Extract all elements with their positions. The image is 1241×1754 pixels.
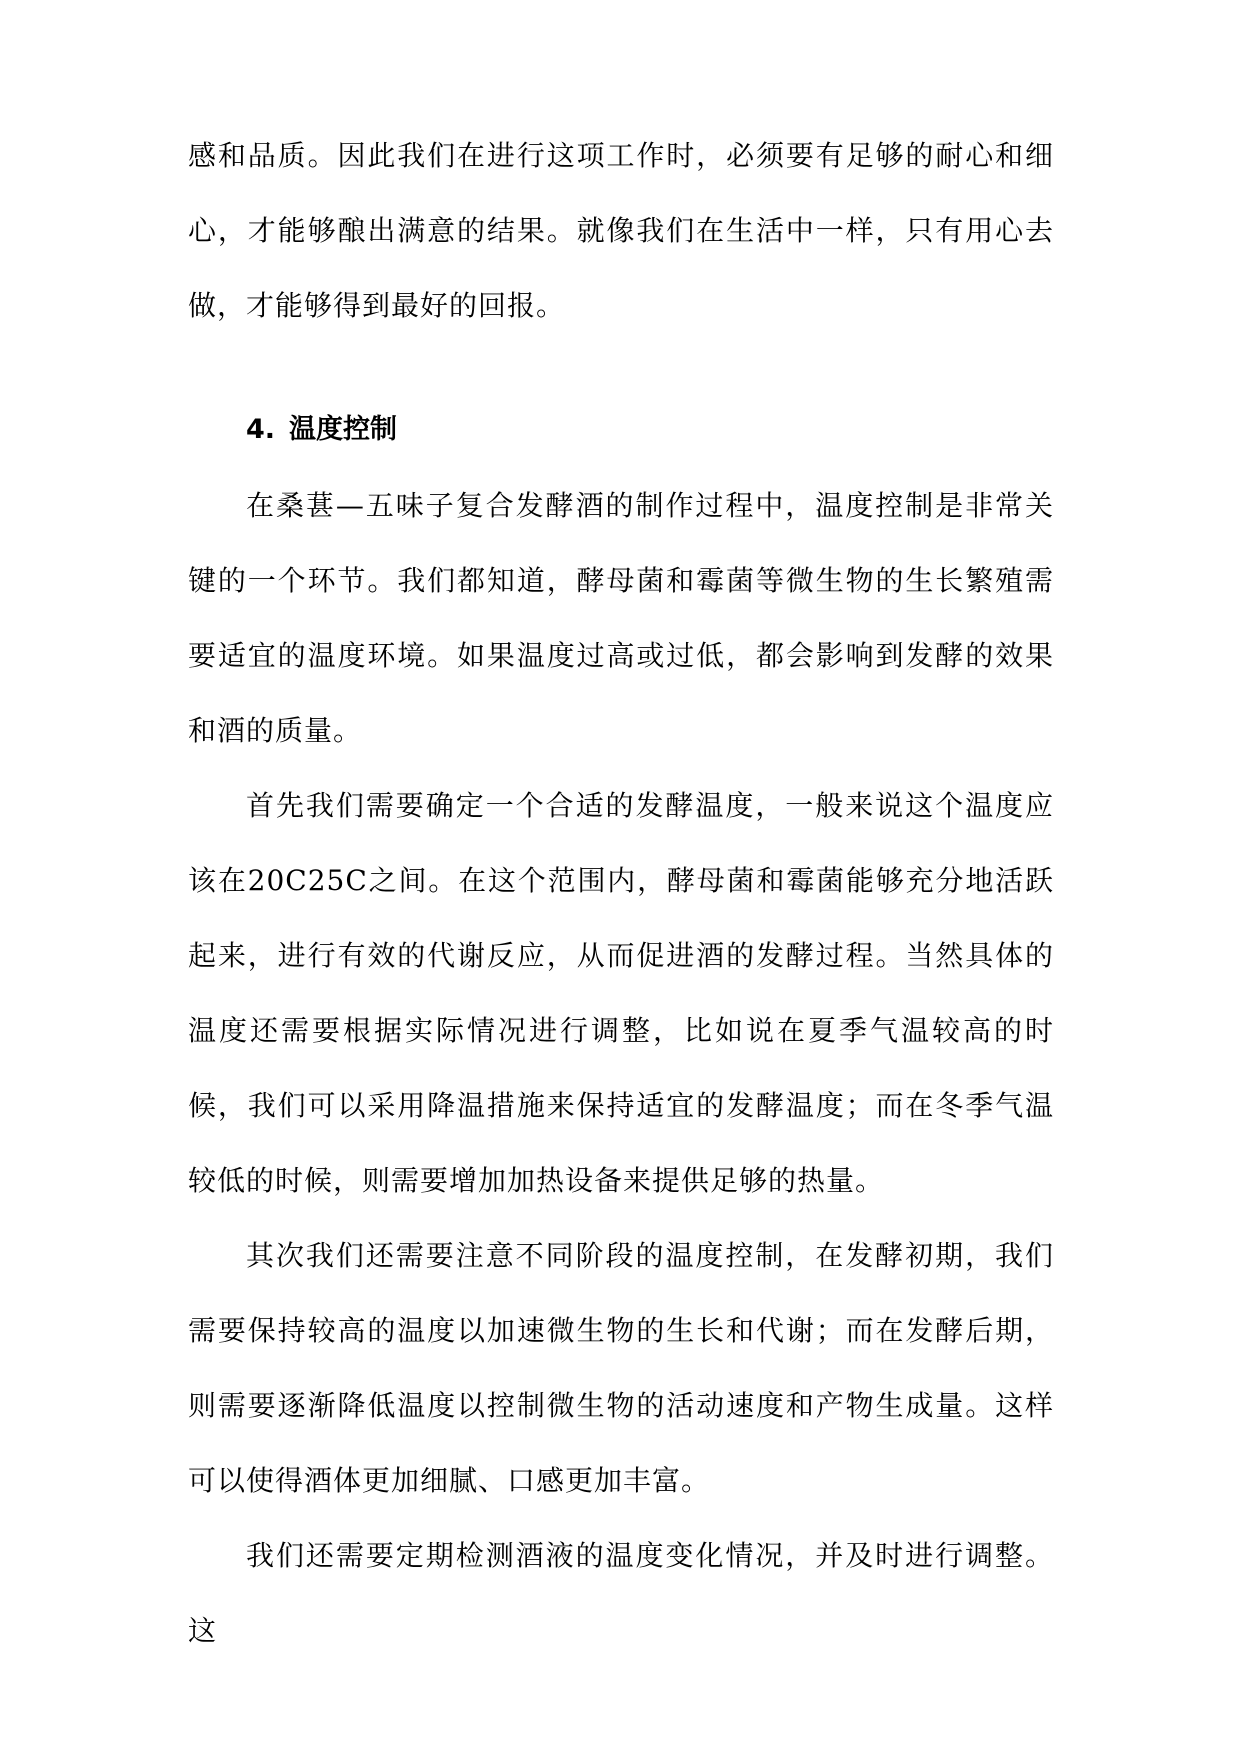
section-number: 4. — [246, 414, 276, 445]
paragraph-2: 首先我们需要确定一个合适的发酵温度，一般来说这个温度应该在20C25C之间。在这个范围内，酵母菌和霉菌能够充分地活跃起来，进行有效的代谢反应，从而促进酒的发酵过程。当然具体的温度还需要根据实际情况进行调整，比如说在夏季气温较高的时候，我们可以采用降温措施来保持适宜的发酵温度；而在冬季气温较低的时候，则需要增加加热设备来提供足够的热量。 — [188, 789, 1054, 1197]
paragraph-1: 在桑葚—五味子复合发酵酒的制作过程中，温度控制是非常关键的一个环节。我们都知道，酵母菌和霉菌等微生物的生长繁殖需要适宜的温度环境。如果温度过高或过低，都会影响到发酵的效果和酒的质量。 — [188, 489, 1054, 747]
paragraph-3: 其次我们还需要注意不同阶段的温度控制，在发酵初期，我们需要保持较高的温度以加速微生物的生长和代谢；而在发酵后期，则需要逐渐降低温度以控制微生物的活动速度和产物生成量。这样可以使得酒体更加细腻、口感更加丰富。 — [188, 1239, 1054, 1497]
section-heading — [246, 397, 397, 463]
continued-paragraph: 感和品质。因此我们在进行这项工作时，必须要有足够的耐心和细心，才能够酿出满意的结果。就像我们在生活中一样，只有用心去做，才能够得到最好的回报。 — [188, 139, 1054, 322]
paragraph-4: 我们还需要定期检测酒液的温度变化情况，并及时进行调整。这 — [188, 1539, 1054, 1647]
section-title: 温度控制 — [289, 414, 398, 445]
